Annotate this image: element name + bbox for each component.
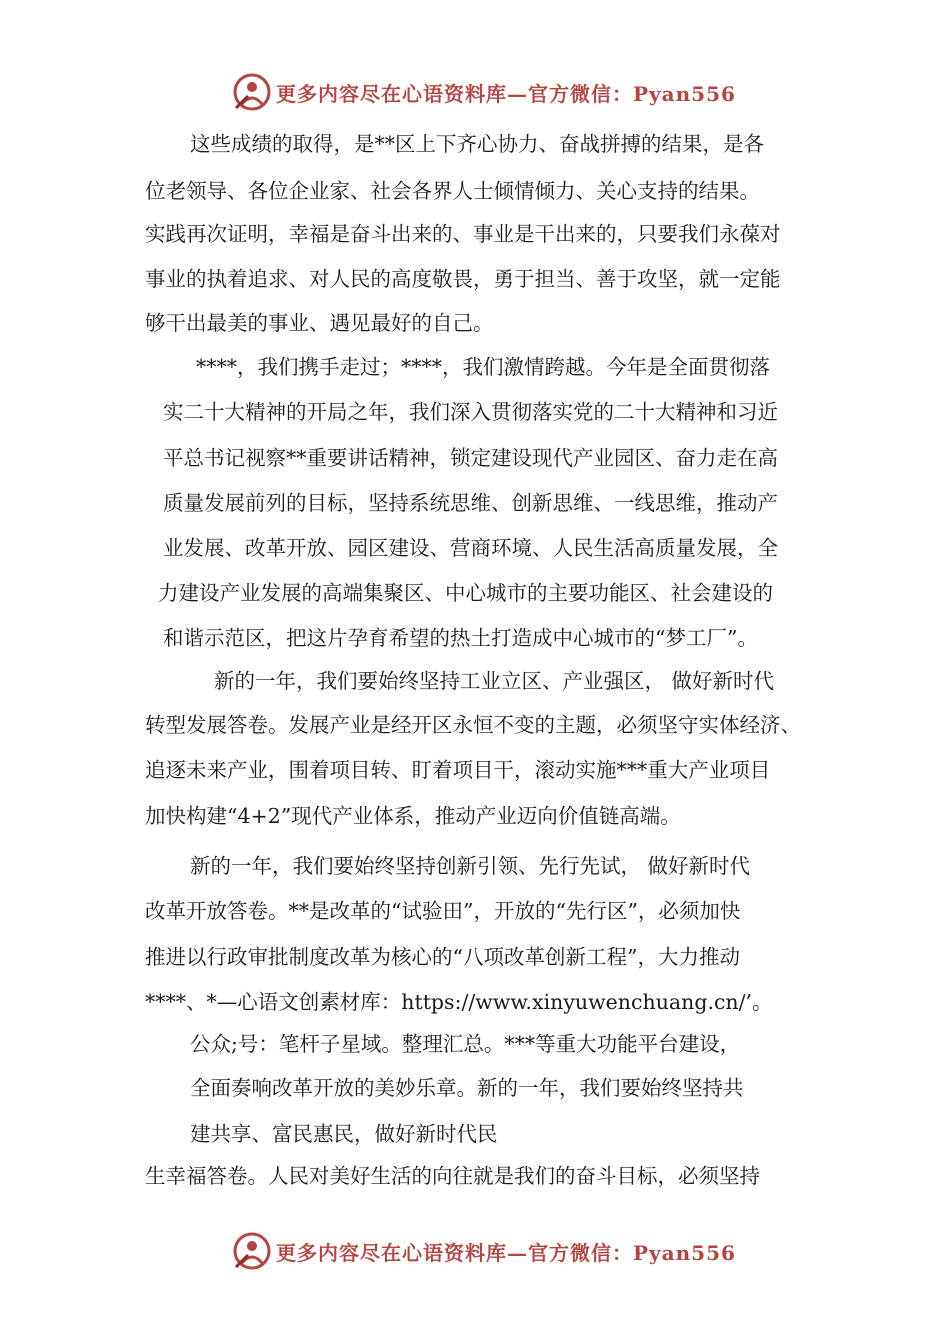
text-line: ****，我们携手走过；****，我们激情跨越。今年是全面贯彻落 xyxy=(196,355,770,379)
text-line: 实践再次证明，幸福是奋斗出来的、事业是干出来的，只要我们永葆对 xyxy=(145,222,781,246)
text-line: 建共享、富民惠民，做好新时代民 xyxy=(190,1122,498,1146)
text-line: 生幸福答卷。人民对美好生活的向往就是我们的奋斗目标，必须坚持 xyxy=(145,1164,760,1188)
text-line: 新的一年，我们要始终坚持创新引领、先行先试， 做好新时代 xyxy=(190,854,751,878)
text-line: 事业的执着追求、对人民的高度敬畏，勇于担当、善于攻坚，就一定能 xyxy=(145,267,781,291)
text-line: 平总书记视察**重要讲话精神，锁定建设现代产业园区、奋力走在高 xyxy=(163,446,778,470)
text-line: 新的一年，我们要始终坚持工业立区、产业强区， 做好新时代 xyxy=(214,669,775,693)
text-line: 和谐示范区，把这片孕育希望的热土打造成中心城市的“梦工厂”。 xyxy=(163,626,758,650)
brand-logo-icon xyxy=(232,72,272,112)
text-line: 全面奏响改革开放的美妙乐章。新的一年，我们要始终坚持共 xyxy=(190,1076,744,1100)
text-line: 追逐未来产业，围着项目转、盯着项目干，滚动实施***重大产业项目 xyxy=(145,758,771,782)
text-line: 这些成绩的取得，是**区上下齐心协力、奋战拼搏的结果，是各 xyxy=(190,132,764,156)
text-line: ****、*—心语文创素材库：https://www.xinyuwenchuang.cn/’。 xyxy=(145,990,773,1014)
text-line: 加快构建“4+2”现代产业体系，推动产业迈向价值链高端。 xyxy=(145,804,681,828)
text-line: 改革开放答卷。**是改革的“试验田”，开放的“先行区”，必须加快 xyxy=(145,899,741,923)
text-line: 业发展、改革开放、园区建设、营商环境、人民生活高质量发展，全 xyxy=(163,536,778,560)
text-line: 够干出最美的事业、遇见最好的自己。 xyxy=(145,311,494,335)
text-line: 转型发展答卷。发展产业是经开区永恒不变的主题，必须坚守实体经济、 xyxy=(145,713,801,737)
brand-logo-icon xyxy=(232,1231,272,1271)
text-line: 质量发展前列的目标，坚持系统思维、创新思维、一线思维，推动产 xyxy=(163,491,778,515)
text-line: 实二十大精神的开局之年，我们深入贯彻落实党的二十大精神和习近 xyxy=(163,400,778,424)
banner-text: 更多内容尽在心语资料库—官方微信：Pyan556 xyxy=(276,81,736,106)
text-line: 推进以行政审批制度改革为核心的“八项改革创新工程”，大力推动 xyxy=(145,945,740,969)
header-banner xyxy=(232,70,736,114)
footer-banner xyxy=(232,1229,736,1273)
text-line: 位老领导、各位企业家、社会各界人士倾情倾力、关心支持的结果。 xyxy=(145,179,760,203)
text-line: 公众;号：笔杆子星域。整理汇总。***等重大功能平台建设， xyxy=(190,1032,741,1056)
text-line: 力建设产业发展的高端集聚区、中心城市的主要功能区、社会建设的 xyxy=(158,581,773,605)
banner-text: 更多内容尽在心语资料库—官方微信：Pyan556 xyxy=(276,1240,736,1265)
